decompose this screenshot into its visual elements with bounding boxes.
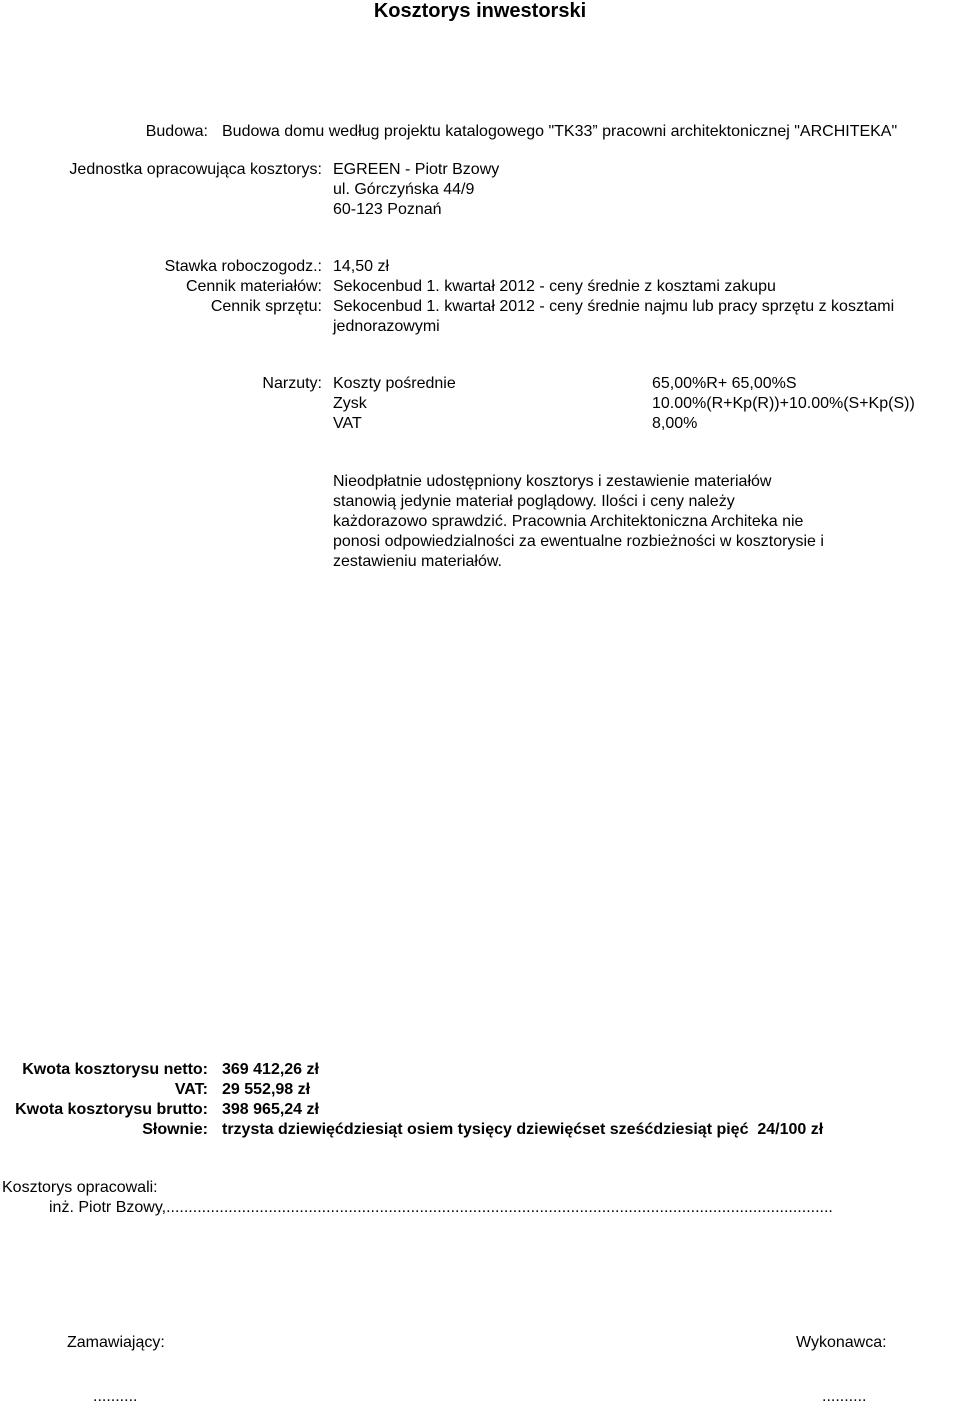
jednostka-line-1: EGREEN - Piotr Bzowy [333,161,500,178]
zamawiajacy-label: Zamawiający: [67,1334,165,1351]
budowa-value: Budowa domu według projektu katalogowego "TK33” pracowni architektonicznej "ARCHITEKA" [222,123,898,140]
jednostka-line-3: 60-123 Poznań [333,201,442,218]
narzut-value: 65,00%R+ 65,00%S [652,375,797,392]
disclaimer-line: stanowią jedynie materiał poglądowy. Ilości i ceny należy [333,493,735,510]
disclaimer-line: ponosi odpowiedzialności za ewentualne rozbieżności w kosztorysie i [333,533,824,550]
cennik-materialow-value: Sekocenbud 1. kwartał 2012 - ceny średnie z kosztami zakupu [333,278,776,295]
budowa-label: Budowa: [145,123,208,140]
narzut-name: Koszty pośrednie [333,375,456,392]
disclaimer-line: każdorazowo sprawdzić. Pracownia Architektoniczna Architeka nie [333,513,804,530]
brutto-value: 398 965,24 zł [222,1101,319,1118]
vat-label: VAT: [174,1081,208,1098]
narzut-name: Zysk [333,395,367,412]
opracowali-label: Kosztorys opracowali: [2,1179,158,1196]
cennik-sprzetu-line-2: jednorazowymi [333,318,440,335]
narzuty-label: Narzuty: [262,375,322,392]
brutto-label: Kwota kosztorysu brutto: [15,1101,208,1118]
narzut-name: VAT [333,415,362,432]
jednostka-label: Jednostka opracowująca kosztorys: [69,161,322,178]
cennik-sprzetu-label: Cennik sprzętu: [210,298,322,315]
cennik-sprzetu-line-1: Sekocenbud 1. kwartał 2012 - ceny średnie najmu lub pracy sprzętu z kosztami [333,298,895,315]
cennik-materialow-label: Cennik materiałów: [185,278,322,295]
stawka-value: 14,50 zł [333,258,390,275]
narzut-value: 10.00%(R+Kp(R))+10.00%(S+Kp(S)) [652,395,915,412]
slownie-value: trzysta dziewięćdziesiąt osiem tysięcy dziewięćset sześćdziesiąt pięć 24/100 zł [222,1121,824,1138]
narzut-value: 8,00% [652,415,698,432]
netto-label: Kwota kosztorysu netto: [22,1061,208,1078]
slownie-label: Słownie: [142,1121,208,1138]
disclaimer-line: Nieodpłatnie udostępniony kosztorys i zestawienie materiałów [333,473,772,490]
netto-value: 369 412,26 zł [222,1061,319,1078]
vat-value: 29 552,98 zł [222,1081,311,1098]
opracowali-value: inż. Piotr Bzowy,...................................................................................................................................................... [49,1199,833,1216]
page-title: Kosztorys inwestorski [373,0,587,22]
wykonawca-signature-line: .......... [822,1388,867,1405]
disclaimer-line: zestawieniu materiałów. [333,553,502,570]
stawka-label: Stawka roboczogodz.: [164,258,322,275]
zamawiajacy-signature-line: .......... [93,1388,138,1405]
wykonawca-label: Wykonawca: [796,1334,887,1351]
jednostka-line-2: ul. Górczyńska 44/9 [333,181,475,198]
